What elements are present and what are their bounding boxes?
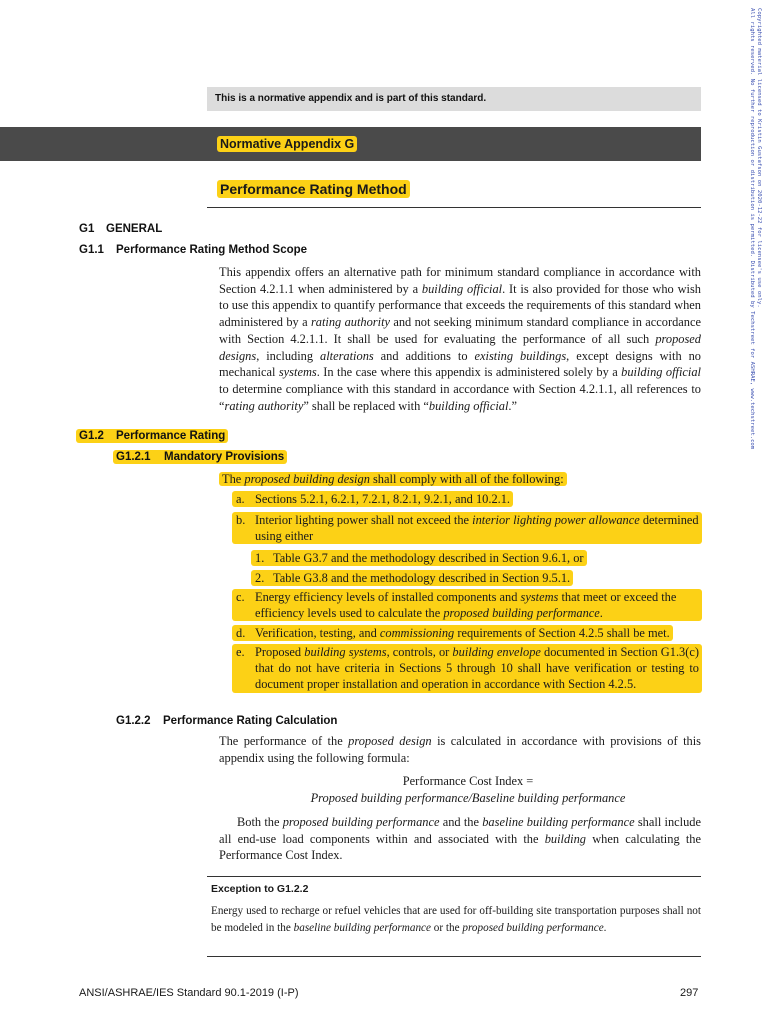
section-number: G1.2.2 <box>116 715 151 727</box>
list-item-d: d. Verification, testing, and commissioning requirements of Section 4.2.5 shall be met. <box>232 625 673 641</box>
list-item-c: c. Energy efficiency levels of installed components and systems that meet or exceed the efficiency levels used to calculate the proposed building performance. <box>232 589 702 621</box>
section-label: GENERAL <box>106 223 163 235</box>
section-heading-g1-2-2 <box>116 715 337 727</box>
footer-standard-name: ANSI/ASHRAE/IES Standard 90.1-2019 (I-P) <box>79 987 299 999</box>
normative-note: This is a normative appendix and is part of this standard. <box>207 87 701 111</box>
page-title: Performance Rating Method <box>217 180 410 198</box>
section-label: Mandatory Provisions <box>164 451 285 463</box>
section-number: G1.2 <box>79 430 104 442</box>
list-item-b1: 1. Table G3.7 and the methodology described in Section 9.6.1, or <box>251 550 587 566</box>
title-divider <box>207 207 701 208</box>
section-number: G1 <box>79 223 95 235</box>
section-heading-g1-2 <box>76 430 228 442</box>
calculation-paragraph: The performance of the proposed design is calculated in accordance with provisions of this appendix using the following formula: <box>219 734 701 765</box>
list-marker: d. <box>236 626 246 640</box>
list-marker: c. <box>236 590 245 604</box>
list-marker: 2. <box>255 571 265 585</box>
list-item-b2: 2. Table G3.8 and the methodology described in Section 9.5.1. <box>251 570 573 586</box>
exception-bottom-rule <box>207 956 701 957</box>
appendix-label: Normative Appendix G <box>217 136 357 152</box>
list-item-b: b. Interior lighting power shall not exceed the interior lighting power allowance determined using either <box>232 512 702 544</box>
section-heading-g1 <box>79 223 162 235</box>
copyright-watermark: Copyrighted material licensed to Kristin Gustafson on 2020-12-22 for licensee's use only. All rights reserved. No further reproduction or distribution is permitted. Distributed by Techstreet for ASHRAE, www.techstreet.com <box>749 8 762 450</box>
calculation-paragraph-2: Both the proposed building performance and the baseline building performance shall include all end-use load components within and associated with the building when calculating the Performance Cost Index. <box>219 815 701 863</box>
mandatory-intro: The proposed building design shall comply with all of the following: <box>219 471 567 487</box>
exception-top-rule <box>207 876 701 877</box>
list-marker: e. <box>236 645 245 659</box>
exception-title: Exception to G1.2.2 <box>211 883 309 895</box>
list-item-a: a. Sections 5.2.1, 6.2.1, 7.2.1, 8.2.1, 9.2.1, and 10.2.1. <box>232 491 513 507</box>
scope-paragraph: This appendix offers an alternative path for minimum standard compliance in accordance with Section 4.2.1.1 when administered by a building official. It is also provided for those who wish to use this appendix to quantify performance that exceeds the requirements of this standard when administered by a rating authority and not seeking minimum standard compliance in accordance with Section 4.2.1.1. It shall be used for evaluating the performance of all such proposed designs, including alterations and additions to existing buildings, except designs with no mechanical systems. In the case where this appendix is administered solely by a building official to determine compliance with this standard in accordance with Section 4.2.1.1, all references to “rating authority” shall be replaced with “building official.” <box>219 265 701 413</box>
formula-line-2: Proposed building performance/Baseline building performance <box>310 791 626 805</box>
page-number: 297 <box>680 987 699 999</box>
list-marker: a. <box>236 492 245 506</box>
section-number: G1.2.1 <box>116 451 151 463</box>
list-marker: b. <box>236 513 246 527</box>
section-label: Performance Rating Method Scope <box>116 244 308 256</box>
formula-line-1: Performance Cost Index = <box>402 774 534 788</box>
list-marker: 1. <box>255 551 265 565</box>
section-label: Performance Rating Calculation <box>163 715 338 727</box>
list-item-e: e. Proposed building systems, controls, or building envelope documented in Section G1.3(c) that do not have criteria in Sections 5 through 10 shall have verification or testing to document proper installation and operation in accordance with Section 4.2.5. <box>232 644 702 693</box>
exception-body: Energy used to recharge or refuel vehicles that are used for off-building site transportation purposes shall not be modeled in the baseline building performance or the proposed building performance. <box>211 905 701 934</box>
section-label: Performance Rating <box>116 430 226 442</box>
section-heading-g1-2-1 <box>113 451 287 463</box>
section-number: G1.1 <box>79 244 104 256</box>
section-heading-g1-1 <box>79 244 307 256</box>
